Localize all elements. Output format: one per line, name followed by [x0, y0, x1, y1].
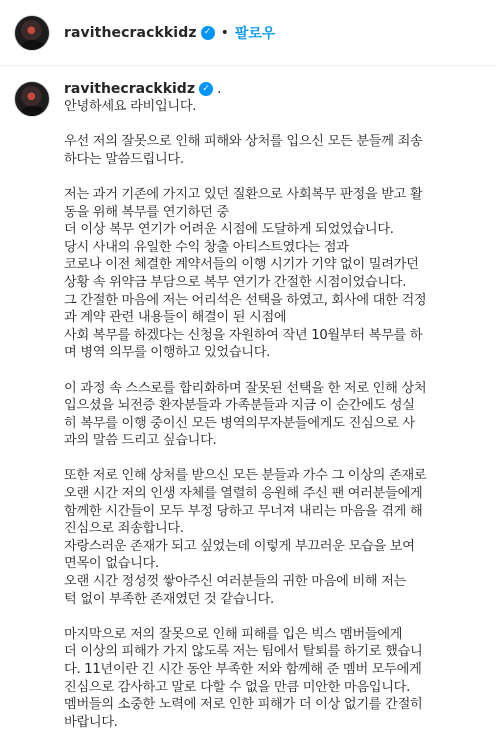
caption-line: 더 이상 복무 연기가 어려운 시점에 도달하게 되었었습니다.	[64, 222, 394, 238]
caption-line: 오랜 시간 저의 인생 자체를 열렬히 응원해 주신 팬 여러분들에게	[64, 486, 423, 502]
caption-line: 하다는 말씀드립니다.	[64, 151, 184, 167]
caption-line: 과의 말씀 드리고 싶습니다.	[64, 433, 217, 449]
caption-username[interactable]: ravithecrackkidz	[64, 81, 195, 97]
caption-line: 며 병역 의무를 이행하고 있었습니다.	[64, 345, 271, 361]
caption-line: 턱 없이 부족한 존재였던 것 같습니다.	[64, 591, 274, 607]
caption-line: 멤버들의 소중한 노력에 저로 인한 피해가 더 이상 없기를 간절히	[64, 697, 423, 713]
caption-blank-line	[64, 450, 484, 468]
caption-line: 동을 위해 복무를 연기하던 중	[64, 204, 229, 220]
caption-line: 입으셨을 뇌전증 환자분들과 가족분들과 지금 이 순간에도 성실	[64, 398, 415, 414]
verified-badge-icon: ✓	[199, 82, 213, 96]
caption-line: 당시 사내의 유일한 수익 창출 아티스트였다는 점과	[64, 239, 349, 255]
caption-body	[64, 80, 484, 731]
caption-line: 상황 속 위약금 부담으로 복무 연기가 간절한 시점이었습니다.	[64, 274, 407, 290]
post-caption	[0, 66, 496, 731]
separator-dot: •	[220, 24, 229, 41]
profile-avatar[interactable]	[14, 15, 50, 51]
caption-blank-line	[64, 608, 484, 626]
caption-text	[64, 98, 484, 731]
caption-line: 우선 저의 잘못으로 인해 피해와 상처를 입으신 모든 분들께 죄송	[64, 134, 423, 150]
caption-line: 함께한 시간들이 모두 부정 당하고 무너져 내리는 마음을 겪게 해	[64, 503, 423, 519]
caption-line: 자랑스러운 존재가 되고 싶었는데 이렇게 부끄러운 모습을 보여	[64, 538, 415, 554]
caption-line: 그 간절한 마음에 저는 어리석은 선택을 하였고, 회사에 대한 걱정	[64, 292, 427, 308]
caption-blank-line	[64, 362, 484, 380]
caption-line: 다. 11년이란 긴 시간 동안 부족한 저와 함께해 준 멤버 모두에게	[64, 662, 422, 677]
caption-line: 코로나 이전 체결한 계약서들의 이행 시기가 기약 없이 밀려가던	[64, 257, 419, 273]
caption-line: 바랍니다.	[64, 714, 118, 730]
caption-line: 진심으로 죄송합니다.	[64, 521, 184, 537]
caption-trailing-text: .	[216, 81, 222, 97]
post-header	[0, 0, 496, 66]
caption-line: 히 복무를 이행 중이신 모든 병역의무자분들에게도 진심으로 사	[64, 415, 415, 431]
caption-line: 이 과정 속 스스로를 합리화하며 잘못된 선택을 한 저로 인해 상처	[64, 380, 427, 396]
caption-line: 안녕하세요 라비입니다.	[64, 99, 197, 114]
caption-line: 진심으로 감사하고 말로 다할 수 없을 만큼 미안한 마음입니다.	[64, 679, 411, 695]
caption-line: 마지막으로 저의 잘못으로 인해 피해를 입은 빅스 멤버들에게	[64, 626, 403, 642]
caption-line: 더 이상의 피해가 가지 않도록 저는 팀에서 탈퇴를 하기로 했습니	[64, 644, 423, 660]
header-username[interactable]: ravithecrackkidz	[64, 24, 197, 41]
caption-line: 사회 복무를 하겠다는 신청을 자원하여 작년 10월부터 복무를 하	[64, 327, 423, 343]
follow-button[interactable]: 팔로우	[234, 25, 276, 42]
caption-blank-line	[64, 116, 484, 134]
caption-line: 과 계약 관련 내용들이 해결이 된 시점에	[64, 310, 287, 326]
caption-avatar[interactable]	[14, 81, 50, 117]
caption-line: 면목이 없습니다.	[64, 556, 159, 572]
caption-blank-line	[64, 168, 484, 186]
caption-line: 저는 과거 기존에 가지고 있던 질환으로 사회복무 판정을 받고 활	[64, 186, 423, 202]
caption-line: 오랜 시간 정성껏 쌓아주신 여러분들의 귀한 마음에 비해 저는	[64, 574, 407, 590]
caption-author-row	[64, 80, 484, 98]
verified-badge-icon: ✓	[201, 26, 215, 40]
caption-line: 또한 저로 인해 상처를 받으신 모든 분들과 가수 그 이상의 존재로	[64, 468, 427, 484]
